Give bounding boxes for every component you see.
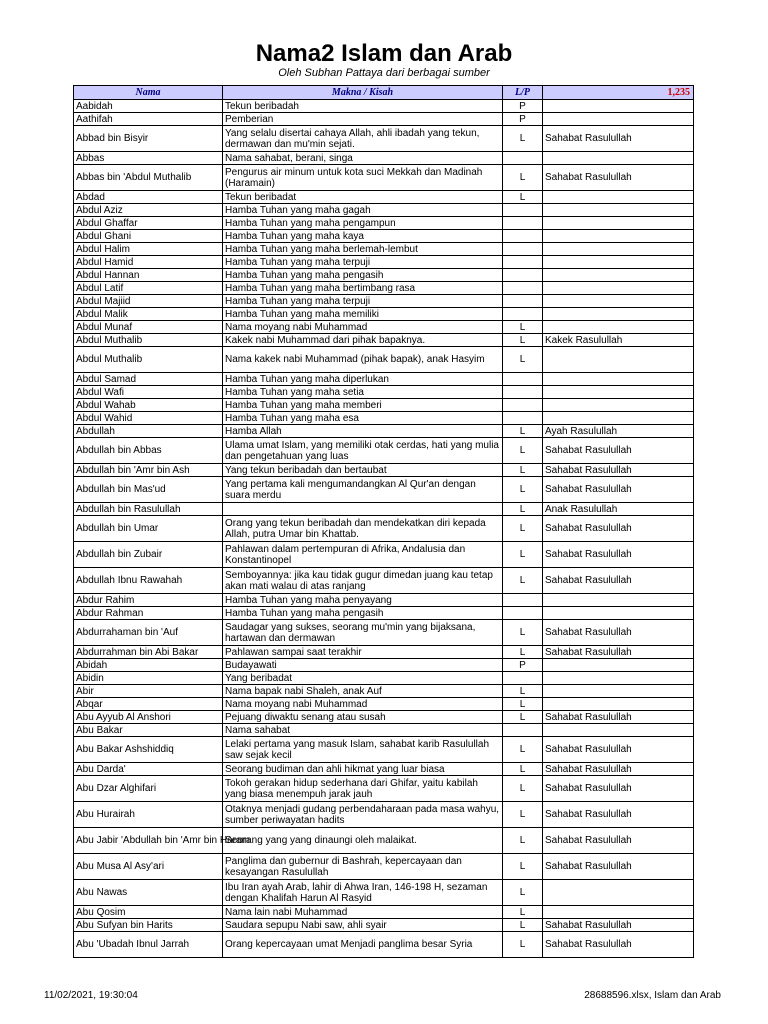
cell-note: [543, 269, 694, 282]
cell-lp: [503, 386, 543, 399]
table-row: [74, 295, 694, 308]
cell-meaning: Budayawati: [223, 659, 503, 672]
table-row: [74, 659, 694, 672]
cell-lp: [503, 594, 543, 607]
cell-note: [543, 100, 694, 113]
cell-note: Sahabat Rasulullah: [543, 737, 694, 763]
cell-note: [543, 659, 694, 672]
cell-lp: L: [503, 711, 543, 724]
cell-meaning: Hamba Tuhan yang maha pengasih: [223, 269, 503, 282]
cell-note: [543, 386, 694, 399]
table-row: [74, 256, 694, 269]
cell-name: Abdul Latif: [74, 282, 223, 295]
cell-lp: L: [503, 503, 543, 516]
cell-meaning: Hamba Tuhan yang maha kaya: [223, 230, 503, 243]
table-row: [74, 685, 694, 698]
cell-name: Abdul Halim: [74, 243, 223, 256]
cell-note: [543, 698, 694, 711]
footer-timestamp: 11/02/2021, 19:30:04: [44, 990, 138, 1001]
footer-filename: 28688596.xlsx, Islam dan Arab: [584, 990, 721, 1001]
table-row: [74, 113, 694, 126]
cell-lp: L: [503, 802, 543, 828]
table-row: [74, 594, 694, 607]
cell-meaning: Nama kakek nabi Muhammad (pihak bapak), anak Hasyim: [223, 347, 503, 373]
cell-name: Abdul Ghaffar: [74, 217, 223, 230]
cell-lp: L: [503, 620, 543, 646]
table-row: [74, 438, 694, 464]
table-row: [74, 607, 694, 620]
cell-name: Abdullah Ibnu Rawahah: [74, 568, 223, 594]
cell-meaning: Hamba Tuhan yang maha pengasih: [223, 607, 503, 620]
cell-name: Abdul Wahid: [74, 412, 223, 425]
cell-lp: [503, 204, 543, 217]
names-table: [73, 85, 694, 958]
table-row: [74, 724, 694, 737]
cell-meaning: Hamba Tuhan yang maha diperlukan: [223, 373, 503, 386]
table-row: [74, 854, 694, 880]
cell-name: Abu Bakar: [74, 724, 223, 737]
cell-name: Abdullah bin Rasulullah: [74, 503, 223, 516]
cell-note: Sahabat Rasulullah: [543, 477, 694, 503]
cell-meaning: Panglima dan gubernur di Bashrah, kepercayaan dan kesayangan Rasulullah: [223, 854, 503, 880]
cell-name: Abdul Muthalib: [74, 334, 223, 347]
cell-note: [543, 204, 694, 217]
table-row: [74, 100, 694, 113]
cell-meaning: Tekun beribadah: [223, 100, 503, 113]
cell-name: Abdul Samad: [74, 373, 223, 386]
cell-meaning: Saudagar yang sukses, seorang mu'min yang bijaksana, hartawan dan dermawan: [223, 620, 503, 646]
cell-name: Abdul Ghani: [74, 230, 223, 243]
table-row: [74, 503, 694, 516]
table-row: [74, 516, 694, 542]
cell-lp: [503, 282, 543, 295]
table-row: [74, 828, 694, 854]
table-row: [74, 620, 694, 646]
cell-note: Sahabat Rasulullah: [543, 516, 694, 542]
cell-note: Sahabat Rasulullah: [543, 126, 694, 152]
cell-meaning: Hamba Tuhan yang maha memberi: [223, 399, 503, 412]
cell-name: Abdul Majiid: [74, 295, 223, 308]
cell-lp: L: [503, 516, 543, 542]
cell-meaning: Hamba Tuhan yang maha pengampun: [223, 217, 503, 230]
cell-name: Abu Hurairah: [74, 802, 223, 828]
cell-note: [543, 243, 694, 256]
cell-lp: L: [503, 698, 543, 711]
cell-name: Abdullah bin Zubair: [74, 542, 223, 568]
table-row: [74, 763, 694, 776]
column-header-lp: L/P: [503, 86, 543, 100]
cell-name: Abidin: [74, 672, 223, 685]
cell-note: [543, 152, 694, 165]
cell-meaning: Tokoh gerakan hidup sederhana dari Ghifar, yaitu kabilah yang biasa menempuh jarak jauh: [223, 776, 503, 802]
table-row: [74, 152, 694, 165]
header-row: [74, 86, 694, 100]
cell-lp: L: [503, 126, 543, 152]
table-row: [74, 321, 694, 334]
cell-lp: [503, 295, 543, 308]
cell-lp: P: [503, 100, 543, 113]
cell-lp: L: [503, 438, 543, 464]
cell-note: [543, 347, 694, 373]
cell-meaning: Yang tekun beribadah dan bertaubat: [223, 464, 503, 477]
cell-meaning: Seorang yang yang dinaungi oleh malaikat.: [223, 828, 503, 854]
cell-meaning: Hamba Allah: [223, 425, 503, 438]
cell-lp: L: [503, 828, 543, 854]
cell-lp: [503, 217, 543, 230]
cell-meaning: [223, 503, 503, 516]
cell-note: [543, 113, 694, 126]
cell-lp: L: [503, 568, 543, 594]
cell-note: [543, 906, 694, 919]
page-title: Nama2 Islam dan Arab: [255, 40, 513, 67]
table-row: [74, 711, 694, 724]
cell-meaning: Orang kepercayaan umat Menjadi panglima besar Syria: [223, 932, 503, 958]
cell-lp: L: [503, 425, 543, 438]
table-row: [74, 373, 694, 386]
table-row: [74, 776, 694, 802]
cell-note: Sahabat Rasulullah: [543, 919, 694, 932]
cell-note: [543, 607, 694, 620]
table-row: [74, 204, 694, 217]
cell-meaning: Hamba Tuhan yang maha penyayang: [223, 594, 503, 607]
cell-meaning: Otaknya menjadi gudang perbendaharaan pada masa wahyu, sumber periwayatan hadits: [223, 802, 503, 828]
table-row: [74, 386, 694, 399]
cell-meaning: Nama sahabat: [223, 724, 503, 737]
cell-note: Sahabat Rasulullah: [543, 464, 694, 477]
cell-lp: L: [503, 737, 543, 763]
cell-meaning: Pemberian: [223, 113, 503, 126]
cell-name: Abu Sufyan bin Harits: [74, 919, 223, 932]
table-row: [74, 126, 694, 152]
cell-meaning: Nama bapak nabi Shaleh, anak Auf: [223, 685, 503, 698]
table-row: [74, 542, 694, 568]
cell-lp: L: [503, 334, 543, 347]
cell-name: Abdul Wahab: [74, 399, 223, 412]
cell-lp: L: [503, 347, 543, 373]
cell-lp: [503, 308, 543, 321]
cell-lp: L: [503, 919, 543, 932]
cell-name: Abidah: [74, 659, 223, 672]
cell-note: Sahabat Rasulullah: [543, 165, 694, 191]
cell-meaning: Lelaki pertama yang masuk Islam, sahabat karib Rasulullah saw sejak kecil: [223, 737, 503, 763]
table-row: [74, 880, 694, 906]
cell-name: Abdurrahaman bin 'Auf: [74, 620, 223, 646]
table-row: [74, 919, 694, 932]
cell-note: [543, 308, 694, 321]
table-row: [74, 568, 694, 594]
cell-lp: [503, 152, 543, 165]
cell-meaning: Hamba Tuhan yang maha setia: [223, 386, 503, 399]
table-row: [74, 477, 694, 503]
cell-lp: L: [503, 932, 543, 958]
cell-name: Abqar: [74, 698, 223, 711]
cell-meaning: Ibu Iran ayah Arab, lahir di Ahwa Iran, 146-198 H, sezaman dengan Khalifah Harun Al Rasyid: [223, 880, 503, 906]
cell-meaning: Saudara sepupu Nabi saw, ahli syair: [223, 919, 503, 932]
cell-name: Abdul Aziz: [74, 204, 223, 217]
cell-name: Abdur Rahim: [74, 594, 223, 607]
cell-meaning: Hamba Tuhan yang maha berlemah-lembut: [223, 243, 503, 256]
table-row: [74, 672, 694, 685]
cell-meaning: Semboyannya: jika kau tidak gugur dimedan juang kau tetap akan mati walau di atas ranjang: [223, 568, 503, 594]
cell-note: Sahabat Rasulullah: [543, 711, 694, 724]
cell-note: [543, 321, 694, 334]
cell-note: Sahabat Rasulullah: [543, 763, 694, 776]
cell-name: Abdul Muthalib: [74, 347, 223, 373]
cell-name: Abu Ayyub Al Anshori: [74, 711, 223, 724]
cell-meaning: Hamba Tuhan yang maha terpuji: [223, 256, 503, 269]
cell-meaning: Tekun beribadat: [223, 191, 503, 204]
cell-name: Abu Nawas: [74, 880, 223, 906]
cell-lp: L: [503, 464, 543, 477]
cell-lp: [503, 230, 543, 243]
cell-note: [543, 230, 694, 243]
cell-note: [543, 399, 694, 412]
cell-note: Ayah Rasulullah: [543, 425, 694, 438]
cell-name: Abdad: [74, 191, 223, 204]
cell-name: Abir: [74, 685, 223, 698]
cell-lp: L: [503, 321, 543, 334]
table-row: [74, 802, 694, 828]
table-row: [74, 308, 694, 321]
cell-meaning: Pahlawan dalam pertempuran di Afrika, Andalusia dan Konstantinopel: [223, 542, 503, 568]
cell-meaning: Orang yang tekun beribadah dan mendekatkan diri kepada Allah, putra Umar bin Khattab.: [223, 516, 503, 542]
table-row: [74, 646, 694, 659]
table-row: [74, 165, 694, 191]
cell-lp: [503, 256, 543, 269]
cell-note: [543, 373, 694, 386]
cell-meaning: Hamba Tuhan yang maha gagah: [223, 204, 503, 217]
cell-meaning: Pahlawan sampai saat terakhir: [223, 646, 503, 659]
cell-lp: L: [503, 646, 543, 659]
cell-lp: [503, 399, 543, 412]
cell-meaning: Seorang budiman dan ahli hikmat yang luar biasa: [223, 763, 503, 776]
cell-name: Abdullah bin 'Amr bin Ash: [74, 464, 223, 477]
cell-note: Sahabat Rasulullah: [543, 646, 694, 659]
cell-meaning: Hamba Tuhan yang maha esa: [223, 412, 503, 425]
cell-note: [543, 685, 694, 698]
cell-lp: [503, 373, 543, 386]
cell-meaning: Ulama umat Islam, yang memiliki otak cerdas, hati yang mulia dan pengetahuan yang luas: [223, 438, 503, 464]
cell-note: [543, 295, 694, 308]
cell-meaning: Nama moyang nabi Muhammad: [223, 321, 503, 334]
cell-name: Abu Bakar Ashshiddiq: [74, 737, 223, 763]
cell-lp: L: [503, 542, 543, 568]
table-row: [74, 698, 694, 711]
cell-name: Abu Jabir 'Abdullah bin 'Amr bin Haram: [74, 828, 223, 854]
cell-meaning: Nama moyang nabi Muhammad: [223, 698, 503, 711]
cell-lp: P: [503, 659, 543, 672]
cell-lp: L: [503, 880, 543, 906]
cell-name: Aabidah: [74, 100, 223, 113]
cell-meaning: Nama sahabat, berani, singa: [223, 152, 503, 165]
cell-meaning: Yang pertama kali mengumandangkan Al Qur'an dengan suara merdu: [223, 477, 503, 503]
cell-name: Abdul Hamid: [74, 256, 223, 269]
cell-name: Abdul Malik: [74, 308, 223, 321]
cell-note: [543, 256, 694, 269]
cell-name: Abu Dzar Alghifari: [74, 776, 223, 802]
cell-note: Sahabat Rasulullah: [543, 542, 694, 568]
cell-meaning: Hamba Tuhan yang maha terpuji: [223, 295, 503, 308]
cell-lp: [503, 607, 543, 620]
column-header-name: Nama: [74, 86, 223, 100]
cell-name: Abu Qosim: [74, 906, 223, 919]
column-header-count: 1,235: [543, 86, 694, 100]
table-row: [74, 425, 694, 438]
cell-note: Sahabat Rasulullah: [543, 776, 694, 802]
cell-note: Sahabat Rasulullah: [543, 438, 694, 464]
cell-name: Abbas: [74, 152, 223, 165]
page-subtitle: Oleh Subhan Pattaya dari berbagai sumber: [278, 67, 490, 79]
cell-note: Anak Rasulullah: [543, 503, 694, 516]
cell-lp: L: [503, 477, 543, 503]
cell-meaning: Hamba Tuhan yang maha memiliki: [223, 308, 503, 321]
cell-name: Abdul Wafi: [74, 386, 223, 399]
cell-lp: L: [503, 906, 543, 919]
table-row: [74, 347, 694, 373]
cell-note: [543, 594, 694, 607]
cell-lp: L: [503, 165, 543, 191]
cell-lp: L: [503, 685, 543, 698]
table-row: [74, 243, 694, 256]
cell-name: Abdur Rahman: [74, 607, 223, 620]
cell-name: Abu Darda': [74, 763, 223, 776]
cell-note: [543, 282, 694, 295]
table-row: [74, 737, 694, 763]
cell-lp: L: [503, 191, 543, 204]
cell-note: [543, 412, 694, 425]
cell-note: Sahabat Rasulullah: [543, 620, 694, 646]
cell-name: Abdullah: [74, 425, 223, 438]
cell-name: Abu 'Ubadah Ibnul Jarrah: [74, 932, 223, 958]
table-row: [74, 399, 694, 412]
cell-lp: [503, 724, 543, 737]
table-row: [74, 269, 694, 282]
cell-note: Sahabat Rasulullah: [543, 854, 694, 880]
cell-meaning: Kakek nabi Muhammad dari pihak bapaknya.: [223, 334, 503, 347]
cell-note: Sahabat Rasulullah: [543, 932, 694, 958]
cell-name: Aathifah: [74, 113, 223, 126]
cell-note: Sahabat Rasulullah: [543, 828, 694, 854]
cell-lp: P: [503, 113, 543, 126]
table-row: [74, 282, 694, 295]
cell-lp: [503, 243, 543, 256]
cell-note: Sahabat Rasulullah: [543, 802, 694, 828]
cell-name: Abdullah bin Umar: [74, 516, 223, 542]
cell-name: Abbad bin Bisyir: [74, 126, 223, 152]
cell-note: [543, 724, 694, 737]
table-row: [74, 932, 694, 958]
table-row: [74, 191, 694, 204]
cell-meaning: Yang selalu disertai cahaya Allah, ahli ibadah yang tekun, dermawan dan mu'min sejati.: [223, 126, 503, 152]
cell-meaning: Nama lain nabi Muhammad: [223, 906, 503, 919]
cell-note: [543, 672, 694, 685]
cell-meaning: Pejuang diwaktu senang atau susah: [223, 711, 503, 724]
cell-note: [543, 191, 694, 204]
cell-note: [543, 880, 694, 906]
cell-name: Abdul Munaf: [74, 321, 223, 334]
cell-meaning: Yang beribadat: [223, 672, 503, 685]
cell-note: Sahabat Rasulullah: [543, 568, 694, 594]
table-row: [74, 464, 694, 477]
table-row: [74, 412, 694, 425]
cell-lp: L: [503, 776, 543, 802]
cell-name: Abu Musa Al Asy'ari: [74, 854, 223, 880]
cell-meaning: Pengurus air minum untuk kota suci Mekkah dan Madinah (Haramain): [223, 165, 503, 191]
cell-name: Abdul Hannan: [74, 269, 223, 282]
table-row: [74, 334, 694, 347]
cell-name: Abdullah bin Mas'ud: [74, 477, 223, 503]
cell-name: Abdurrahman bin Abi Bakar: [74, 646, 223, 659]
cell-name: Abbas bin 'Abdul Muthalib: [74, 165, 223, 191]
cell-note: [543, 217, 694, 230]
cell-lp: [503, 672, 543, 685]
table-row: [74, 906, 694, 919]
cell-lp: [503, 269, 543, 282]
table-row: [74, 217, 694, 230]
cell-meaning: Hamba Tuhan yang maha bertimbang rasa: [223, 282, 503, 295]
cell-lp: L: [503, 763, 543, 776]
cell-lp: L: [503, 854, 543, 880]
cell-lp: [503, 412, 543, 425]
cell-note: Kakek Rasulullah: [543, 334, 694, 347]
table-row: [74, 230, 694, 243]
column-header-meaning: Makna / Kisah: [223, 86, 503, 100]
cell-name: Abdullah bin Abbas: [74, 438, 223, 464]
